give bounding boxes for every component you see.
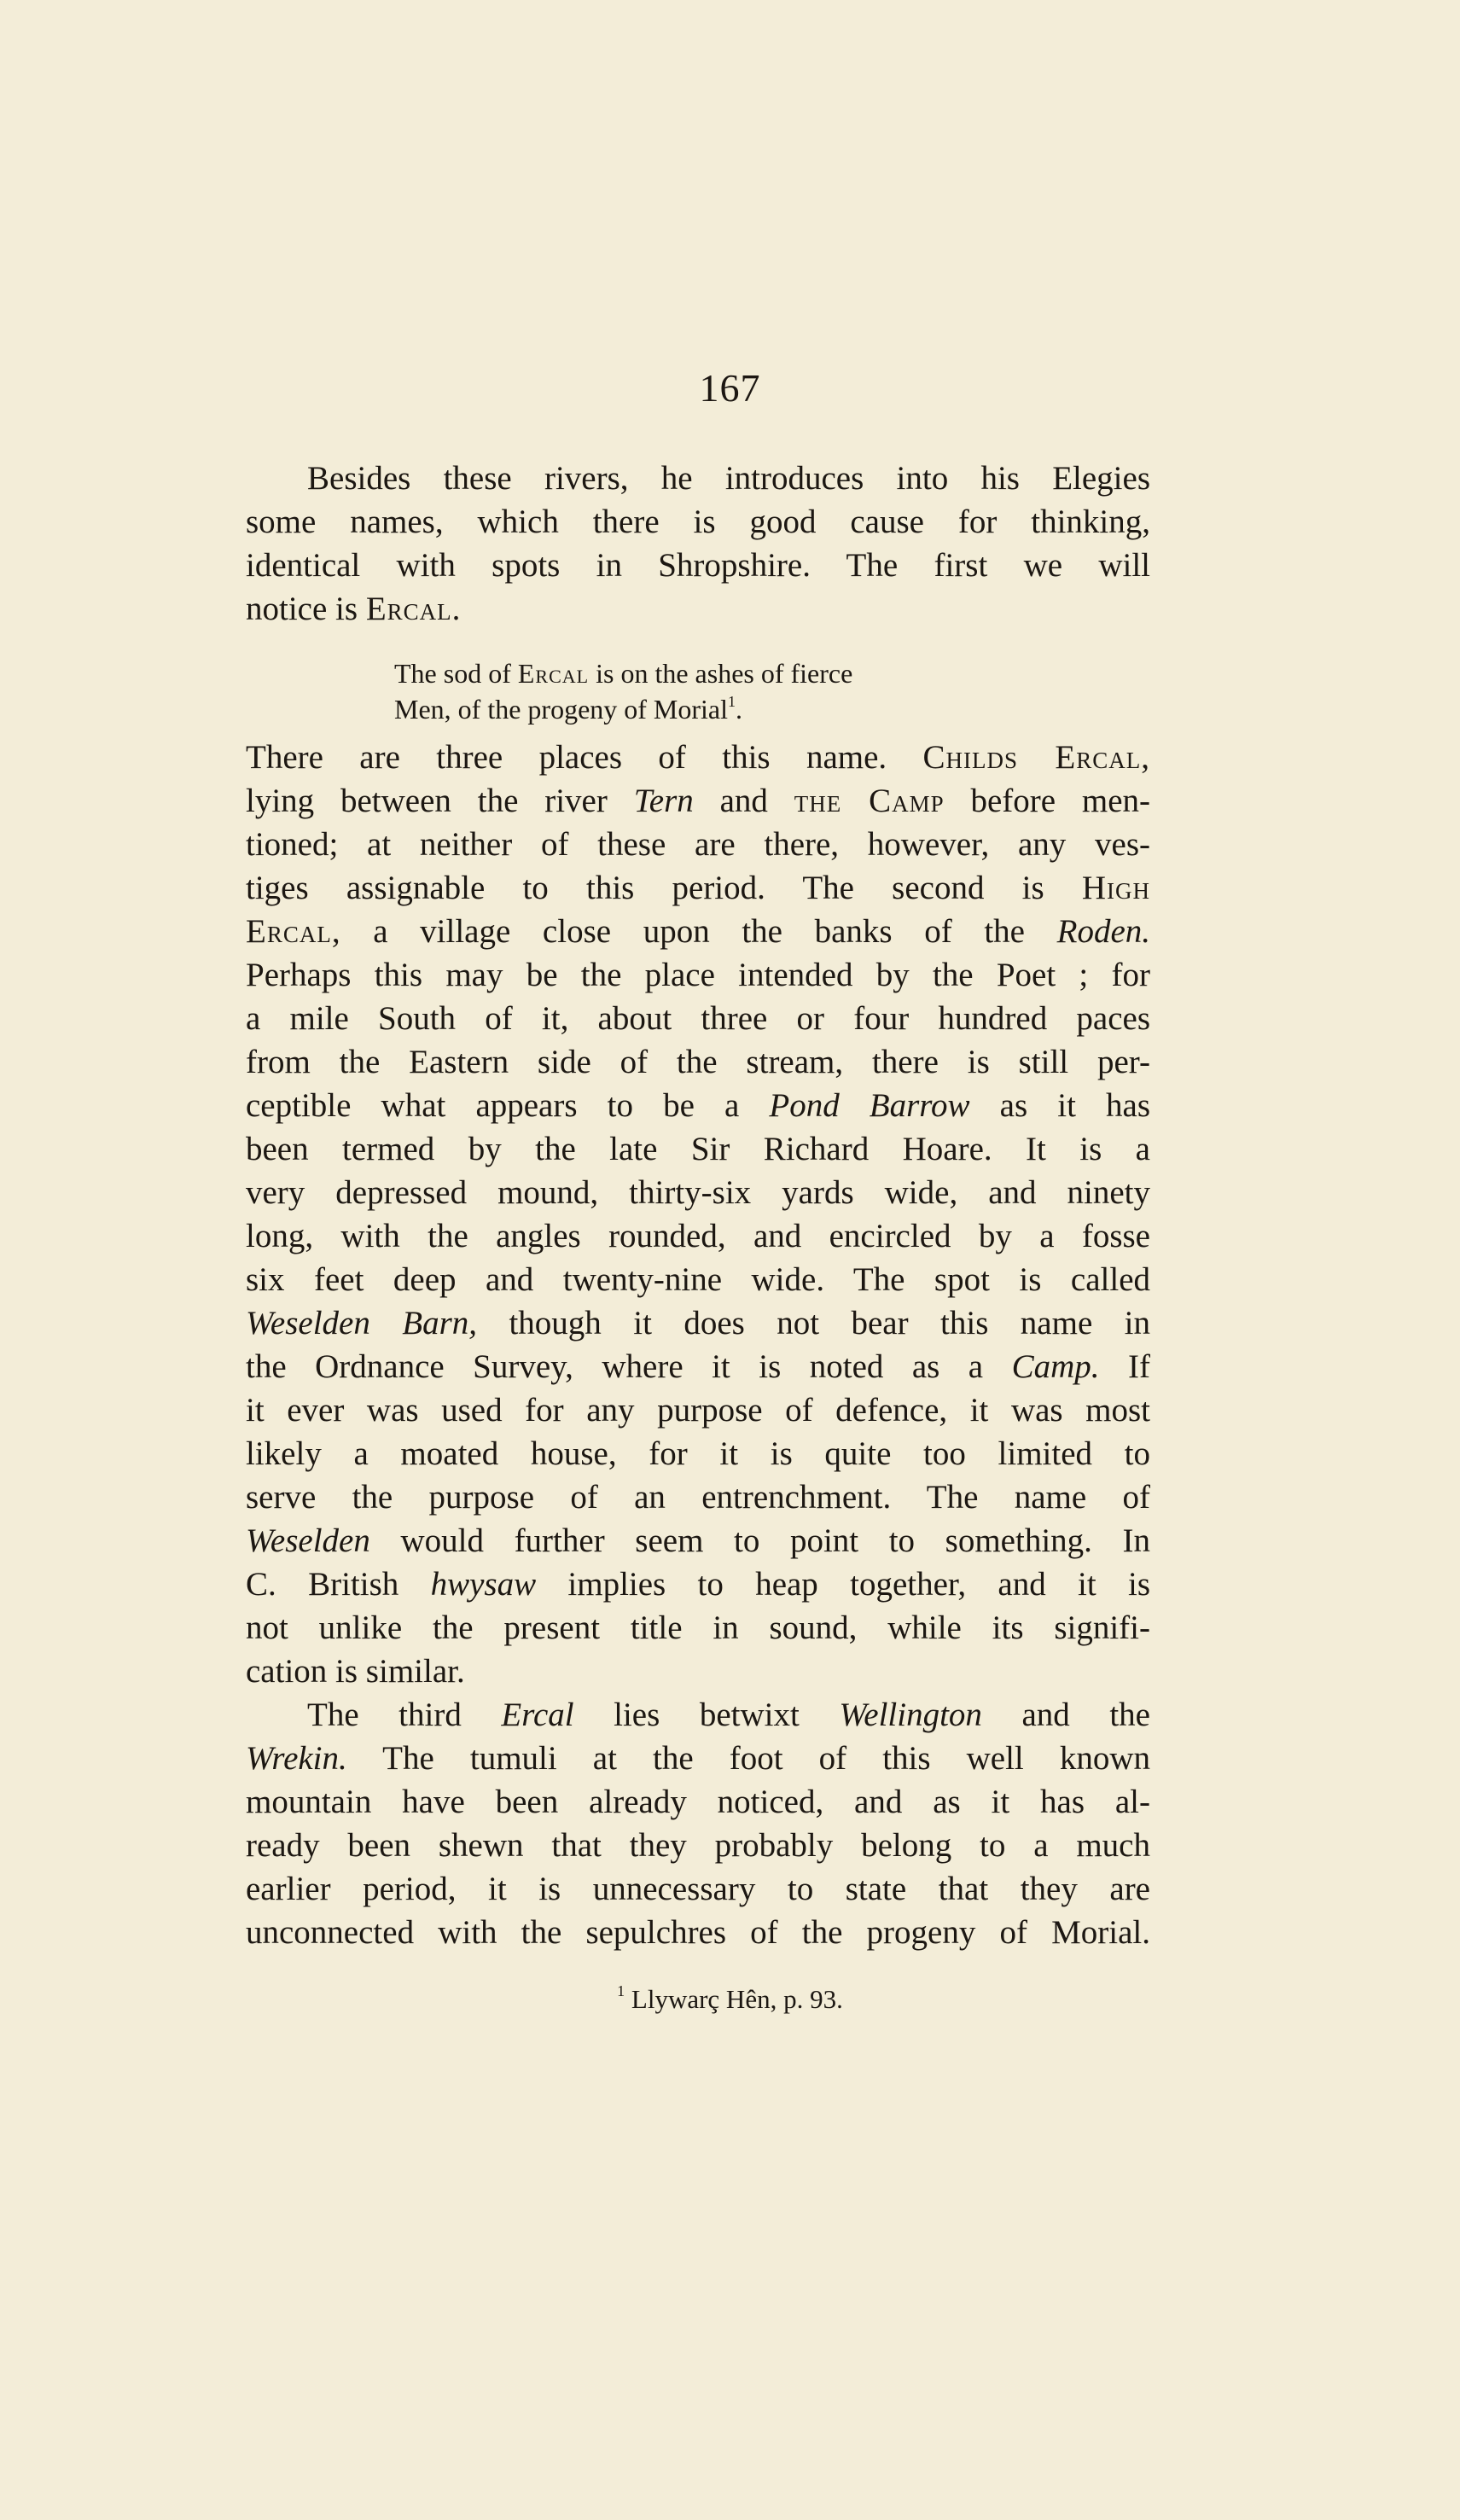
text-line [246, 866, 1150, 910]
text-fragment: The third [307, 1696, 462, 1733]
text-fragment: though it does not bear this name in [509, 1305, 1151, 1341]
footnote-marker: 1 [728, 693, 736, 710]
footnote [0, 1984, 1460, 2015]
text-fragment: lying between the river [246, 783, 608, 819]
text-line [246, 1084, 1150, 1127]
place-name-italic: Weselden [246, 1522, 370, 1559]
verse-line [394, 691, 1009, 727]
text-line [246, 1693, 1150, 1737]
text-line: Besides these rivers, he introduces into his Elegies [307, 460, 1150, 497]
place-name-italic: Wrekin. [246, 1740, 347, 1777]
text-line: Perhaps this may be the place intended by the Poet ; for [246, 957, 1150, 993]
place-name: the Camp [794, 783, 945, 819]
text-fragment: before men- [970, 783, 1151, 819]
text-line [246, 736, 1150, 779]
text-fragment: the Ordnance Survey, where it is noted as a [246, 1348, 984, 1385]
text-line [246, 910, 1150, 953]
text-fragment: tiges assignable to this period. The second is [246, 870, 1044, 906]
text-line: mountain have been already noticed, and as it has al- [246, 1784, 1150, 1820]
text-line: identical with spots in Shropshire. The first we will [246, 547, 1150, 584]
paragraph-1 [246, 457, 1150, 631]
text-fragment: notice is [246, 591, 358, 627]
text-line: very depressed mound, thirty-six yards wide, and ninety [246, 1174, 1150, 1211]
river-name: Tern [633, 783, 694, 819]
text-line [246, 1519, 1150, 1563]
text-fragment: The sod of [394, 658, 511, 689]
text-line [246, 779, 1150, 823]
text-fragment: Men, of the progeny of Morial [394, 694, 729, 725]
text-line: not unlike the present title in sound, while its signifi- [246, 1609, 1150, 1646]
term-italic: Pond Barrow [769, 1087, 970, 1124]
text-line: ready been shewn that they probably belong to a much [246, 1827, 1150, 1864]
text-fragment: ceptible what appears to be a [246, 1087, 740, 1124]
text-line [246, 1737, 1150, 1780]
text-line: from the Eastern side of the stream, there is still per- [246, 1044, 1150, 1080]
text-line [246, 1563, 1150, 1606]
text-line [246, 587, 1150, 631]
place-name: High [1081, 870, 1151, 906]
text-line: a mile South of it, about three or four hundred paces [246, 1000, 1150, 1037]
paragraph-2 [246, 736, 1150, 1954]
text-line: serve the purpose of an entrenchment. The name of [246, 1479, 1150, 1516]
text-line: cation is similar. [246, 1653, 465, 1690]
place-name-italic: Wellington [839, 1696, 982, 1733]
text-fragment: The tumuli at the foot of this well known [382, 1740, 1151, 1777]
text-fragment: as it has [999, 1087, 1151, 1124]
text-fragment: There are three places of this name. [246, 739, 887, 776]
text-line [246, 1301, 1150, 1345]
quoted-verse [394, 655, 1009, 727]
text-line: unconnected with the sepulchres of the progeny of Morial. [246, 1914, 1150, 1951]
place-name: Ercal. [365, 591, 462, 627]
footnote-text: Llywarç Hên, p. 93. [631, 1984, 843, 2014]
text-line: six feet deep and twenty-nine wide. The spot is called [246, 1261, 1150, 1298]
page-number: 167 [699, 366, 761, 410]
text-fragment: is on the ashes of fierce [596, 658, 853, 689]
text-line: been termed by the late Sir Richard Hoare. It is a [246, 1131, 1150, 1167]
footnote-marker: 1 [617, 1982, 625, 1999]
place-name: Childs Ercal, [922, 739, 1151, 776]
term-italic: hwysaw [430, 1566, 537, 1603]
river-name: Roden. [1056, 913, 1151, 950]
text-line: some names, which there is good cause for thinking, [246, 503, 1150, 540]
place-name-italic: Ercal [501, 1696, 574, 1733]
text-fragment: a village close upon the banks of the [373, 913, 1025, 950]
text-line: earlier period, it is unnecessary to state that they are [246, 1871, 1150, 1907]
place-name-italic: Weselden Barn, [246, 1305, 478, 1341]
text-fragment: would further seem to point to something. In [400, 1522, 1150, 1559]
text-line [246, 1345, 1150, 1388]
text-fragment: implies to heap together, and it is [567, 1566, 1151, 1603]
text-fragment: lies betwixt [614, 1696, 800, 1733]
text-line: tioned; at neither of these are there, however, any ves- [246, 826, 1150, 863]
term-italic: Camp. [1011, 1348, 1100, 1385]
text-fragment: . [736, 694, 743, 725]
place-name: Ercal, [246, 913, 341, 950]
text-fragment: and [719, 783, 768, 819]
text-fragment: If [1128, 1348, 1151, 1385]
verse-line [394, 655, 1009, 691]
text-line: it ever was used for any purpose of defence, it was most [246, 1392, 1150, 1429]
text-line: long, with the angles rounded, and encircled by a fosse [246, 1218, 1150, 1254]
text-fragment: and the [1021, 1696, 1150, 1733]
text-line: likely a moated house, for it is quite too limited to [246, 1435, 1150, 1472]
text-fragment: C. British [246, 1566, 399, 1603]
place-name: Ercal [517, 658, 590, 689]
